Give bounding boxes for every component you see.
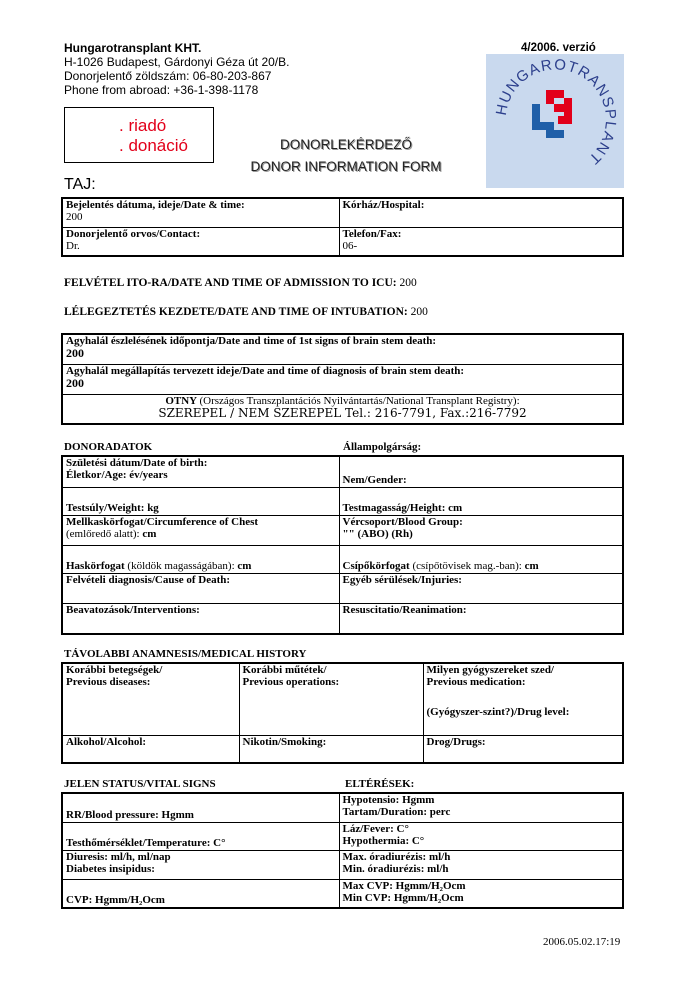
hip-unit: cm	[524, 559, 539, 572]
otny-text: (Országos Transzplantációs Nyilvántartás/National Transplant Registry):	[199, 394, 520, 407]
alcohol-cell[interactable]	[62, 735, 239, 763]
hip-sub: (csípőtövisek mag.-ban):	[412, 559, 522, 572]
deviations-heading: ELTÉRÉSEK:	[345, 778, 415, 790]
height-cell[interactable]	[339, 487, 623, 515]
logo-cross-icon	[532, 90, 572, 138]
diagnosis-cell[interactable]	[62, 364, 623, 394]
medication-cell[interactable]	[423, 663, 623, 735]
prev-operations-label-1: Korábbi műtétek/	[242, 664, 327, 676]
alert-box	[64, 107, 214, 163]
report-date-value: 200	[66, 211, 83, 223]
green-number: Donorjelentő zöldszám: 06-80-203-867	[64, 69, 272, 83]
company-address: H-1026 Budapest, Gárdonyi Géza út 20/B.	[64, 55, 290, 69]
donor-table	[61, 455, 624, 635]
min-diuresis-label: Min. óradiurézis: ml/h	[342, 862, 449, 875]
temp-cell[interactable]	[62, 822, 339, 850]
max-diuresis-label: Max. óradiurézis: ml/h	[342, 850, 451, 863]
alcohol-label: Alkohol/Alcohol:	[66, 735, 147, 748]
cause-cell[interactable]	[62, 573, 339, 603]
title-en: DONOR INFORMATION FORM	[250, 159, 442, 174]
intubation-value: 200	[410, 306, 428, 318]
medication-label-1: Milyen gyógyszereket szed/	[426, 664, 554, 676]
chest-label: Mellkaskörfogat/Circumference of Chest	[66, 515, 259, 528]
icu-admission-line	[64, 277, 417, 289]
hospital-cell[interactable]	[339, 198, 623, 227]
prev-diseases-label-2: Previous diseases:	[66, 676, 151, 688]
svg-text:HUNGAROTRANSPLANT	[493, 56, 619, 168]
brain-death-table	[61, 333, 624, 425]
citizenship-label: Állampolgárság:	[343, 441, 422, 453]
resus-cell[interactable]	[339, 603, 623, 634]
waist-label: Haskörfogat	[66, 559, 125, 572]
height-label: Testmagasság/Height: cm	[342, 501, 463, 514]
intubation-line	[64, 306, 428, 318]
waist-cell[interactable]	[62, 545, 339, 573]
phone-label: Telefon/Fax:	[342, 227, 402, 240]
vitals-table	[61, 792, 624, 909]
report-date-label: Bejelentés dátuma, ideje/Date & time:	[66, 199, 245, 211]
taj-label: TAJ:	[64, 176, 96, 193]
hip-label: Csípőkörfogat	[342, 559, 410, 572]
first-signs-cell[interactable]	[62, 334, 623, 364]
diuresis-range-cell[interactable]	[339, 850, 623, 879]
intubation-label: LÉLEGEZTETÉS KEZDETE/DATE AND TIME OF INTUBATION:	[64, 306, 408, 318]
hungarotransplant-logo	[486, 54, 624, 188]
duration-label: Tartam/Duration: perc	[342, 806, 451, 818]
waist-unit: cm	[237, 559, 252, 572]
age-label: Életkor/Age: év/years	[66, 469, 168, 481]
bp-cell[interactable]	[62, 793, 339, 822]
medication-label-2: Previous medication:	[426, 676, 526, 688]
chest-unit: cm	[142, 527, 157, 540]
interventions-label: Beavatozások/Interventions:	[66, 603, 200, 616]
fever-cell[interactable]	[339, 822, 623, 850]
diuresis-cell[interactable]	[62, 850, 339, 879]
cause-label: Felvételi diagnosis/Cause of Death:	[66, 573, 231, 586]
logo-graphic	[486, 54, 624, 188]
prev-diseases-label-1: Korábbi betegségek/	[66, 664, 163, 676]
chest-cell[interactable]	[62, 515, 339, 545]
company-name: Hungarotransplant KHT.	[64, 41, 202, 55]
logo-text: HUNGAROTRANSPLANT	[492, 56, 620, 168]
form-title	[230, 134, 462, 178]
birth-label: Születési dátum/Date of birth:	[66, 457, 208, 469]
hypo-label: Hypotensio: Hgmm	[342, 794, 435, 806]
smoking-cell[interactable]	[239, 735, 423, 763]
report-table	[61, 197, 624, 257]
birth-cell[interactable]	[62, 456, 339, 487]
doctor-value: Dr.	[66, 239, 80, 252]
version-label: 4/2006. verzió	[521, 42, 596, 54]
cvp-label: CVP: Hgmm/H₂Ocm	[66, 894, 165, 906]
gender-label: Nem/Gender:	[342, 473, 407, 486]
doctor-cell[interactable]	[62, 227, 339, 256]
diagnosis-label: Agyhalál megállapítás tervezett ideje/Date and time of diagnosis of brain stem death:	[66, 364, 465, 377]
otny-cell	[62, 394, 623, 424]
otny-status-line: SZEREPEL / NEM SZEREPEL Tel.: 216-7791, Fax.:216-7792	[158, 405, 527, 420]
alert-line-donacio: . donáció	[119, 136, 188, 155]
title-hu: DONORLEKÉRDEZŐ	[279, 137, 413, 152]
chest-sub: (emlőredő alatt):	[66, 527, 140, 540]
drugs-label: Drog/Drugs:	[426, 735, 486, 748]
company-info	[64, 41, 289, 97]
temp-label: Testhőmérséklet/Temperature: C°	[66, 836, 226, 849]
hypo-cell[interactable]	[339, 793, 623, 822]
fever-label: Láz/Fever: C°	[342, 822, 409, 835]
smoking-label: Nikotin/Smoking:	[242, 735, 327, 748]
waist-sub: (köldök magasságában):	[127, 559, 235, 572]
blood-label: Vércsoport/Blood Group:	[342, 515, 463, 528]
alert-line-riado: . riadó	[119, 116, 167, 135]
di-label: Diabetes insipidus:	[66, 862, 155, 875]
phone-cell[interactable]	[339, 227, 623, 256]
prev-operations-cell[interactable]	[239, 663, 423, 735]
cvp-range-cell[interactable]	[339, 879, 623, 908]
blood-sub: "" (ABO) (Rh)	[342, 527, 413, 540]
hypothermia-label: Hypothermia: C°	[342, 834, 425, 847]
cvp-cell[interactable]	[62, 879, 339, 908]
hospital-label: Kórház/Hospital:	[342, 199, 425, 211]
donor-heading: DONORADATOK	[64, 441, 153, 453]
gender-cell[interactable]	[339, 456, 623, 487]
injuries-cell[interactable]	[339, 573, 623, 603]
otny-label: OTNY	[165, 394, 197, 407]
history-heading: TÁVOLABBI ANAMNESIS/MEDICAL HISTORY	[64, 648, 307, 660]
interventions-cell[interactable]	[62, 603, 339, 634]
prev-operations-label-2: Previous operations:	[242, 676, 340, 688]
max-cvp-label: Max CVP: Hgmm/H₂Ocm	[342, 879, 466, 892]
hip-cell[interactable]	[339, 545, 623, 573]
report-date-cell[interactable]	[62, 198, 339, 227]
first-signs-label: Agyhalál észlelésének időpontja/Date and time of 1st signs of brain stem death:	[66, 335, 437, 347]
weight-label: Testsúly/Weight: kg	[66, 501, 159, 514]
first-signs-value: 200	[66, 346, 84, 360]
bp-label: RR/Blood pressure: Hgmm	[66, 808, 194, 821]
weight-cell[interactable]	[62, 487, 339, 515]
drug-level-label: (Gyógyszer-szint?)/Drug level:	[426, 706, 570, 718]
abroad-phone: Phone from abroad: +36-1-398-1178	[64, 83, 259, 97]
vitals-heading: JELEN STATUS/VITAL SIGNS	[64, 778, 216, 790]
diagnosis-value: 200	[66, 375, 84, 390]
icu-admission-value: 200	[399, 277, 417, 289]
blood-cell[interactable]	[339, 515, 623, 545]
icu-admission-label: FELVÉTEL ITO-RA/DATE AND TIME OF ADMISSION TO ICU:	[64, 277, 397, 289]
prev-diseases-cell[interactable]	[62, 663, 239, 735]
footer-timestamp: 2006.05.02.17:19	[543, 936, 621, 948]
min-cvp-label: Min CVP: Hgmm/H₂Ocm	[342, 891, 464, 904]
diuresis-label: Diuresis: ml/h, ml/nap	[66, 850, 171, 863]
drugs-cell[interactable]	[423, 735, 623, 763]
injuries-label: Egyéb sérülések/Injuries:	[342, 573, 462, 586]
phone-value: 06-	[342, 239, 358, 252]
history-table	[61, 662, 624, 764]
doctor-label: Donorjelentő orvos/Contact:	[66, 227, 201, 240]
resus-label: Resuscitatio/Reanimation:	[342, 603, 467, 616]
